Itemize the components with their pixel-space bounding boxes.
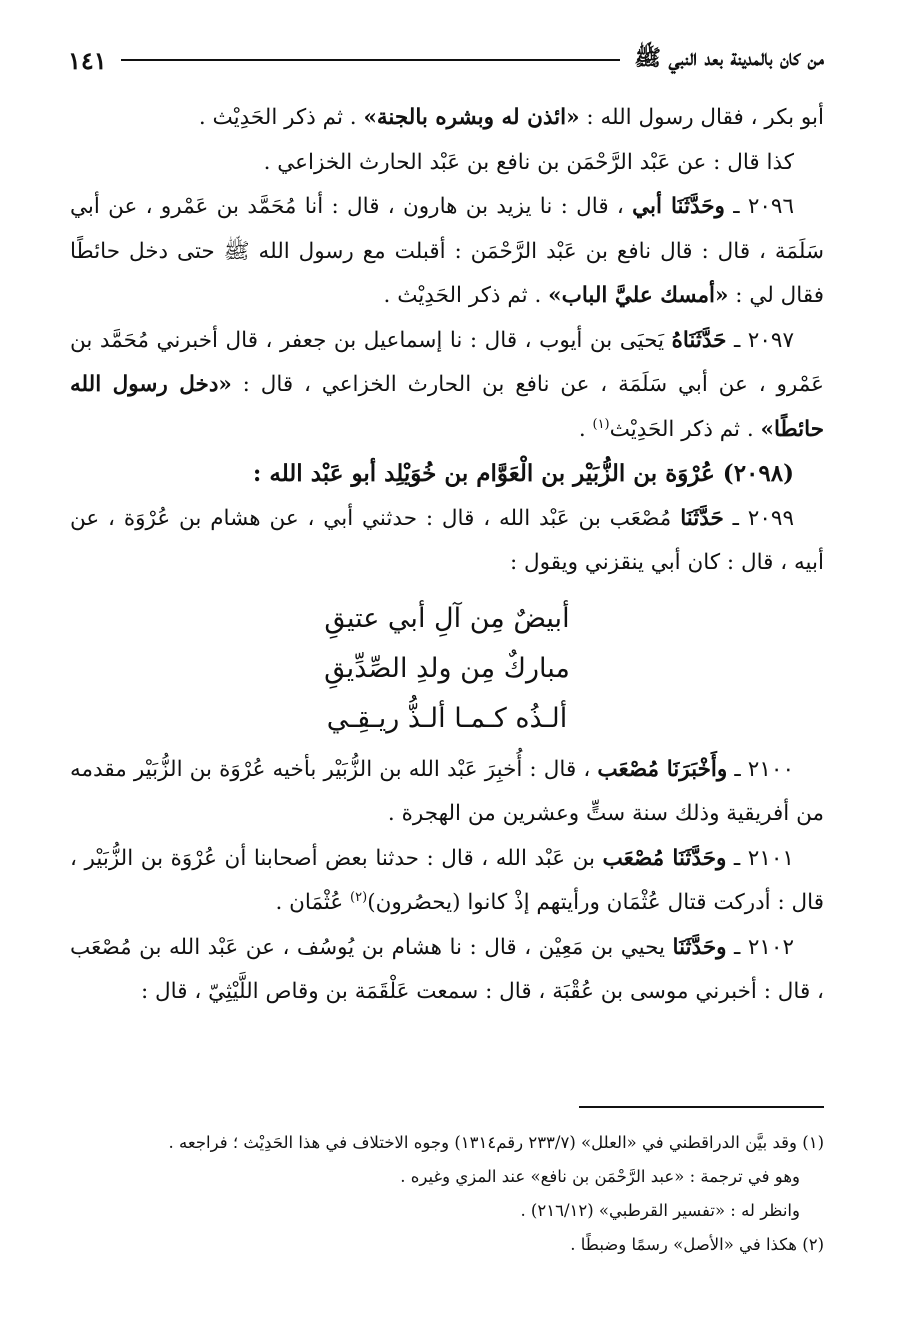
hadith-2096 [70, 185, 824, 319]
footnote-reference[interactable]: (١) [592, 416, 610, 432]
narration-keyword: وحَدَّثَنَا أبي [632, 194, 725, 219]
hadith-2101 [70, 837, 824, 926]
page-body [70, 96, 824, 1015]
text-run: ، قال : أُخبِرَ عَبْد الله بن الزُّبَيْر بأخيه عُرْوَة بن الزُّبَيْر مقدمه من أفريقية وذلك سنة ستٍّ وعشرين من الهجرة . [70, 756, 824, 826]
narration-keyword: وحَدَّثَنَا [672, 934, 727, 960]
text-run: . ثم ذكر الحَدِيْث . [383, 283, 549, 308]
text-run: ، قال : نا يزيد بن هارون ، قال : أنا مُحَمَّد بن عَمْرو ، عن أبي سَلَمَة ، قال : قال نافع بن عَبْد الرَّحْمَن : أقبلت مع رسول الله ﷺ حتى دخل حائطًا فقال لي : [70, 194, 824, 308]
page-header [68, 38, 824, 82]
hadith-number: ٢١٠١ ـ [726, 845, 794, 871]
prophetic-quote: «ائذن له وبشره بالجنة» [363, 105, 580, 130]
footnote-2: (٢) هكذا في «الأصل» رسمًا وضبطًا . [570, 1235, 824, 1254]
footnote-separator [579, 1106, 824, 1108]
text-run: . [578, 416, 593, 442]
footnote-reference[interactable]: (٢) [350, 889, 368, 905]
text-run: مُصْعَب بن عَبْد الله ، قال : حدثني أبي ، عن هشام بن عُرْوَة ، عن أبيه ، قال : كان أبي ينقزني ويقول : [70, 505, 824, 575]
narration-keyword: حَدَّثَنَا [680, 505, 724, 531]
text-run: بن عَبْد الله ، قال : حدثنا بعض أصحابنا أن عُرْوَة بن الزُّبَيْر ، قال : أدركت قتال عُثْمَان ورأيتهم إذْ كانوا (يحصُرون) [70, 845, 824, 915]
header-rule [121, 59, 621, 61]
poem-line: مباركٌ مِن ولدِ الصِّدِّيقِ [324, 652, 570, 684]
poem [70, 594, 824, 744]
hadith-number: ٢١٠٠ ـ [727, 756, 794, 782]
hadith-2102 [70, 926, 824, 1015]
hadith-number: ٢٠٩٦ ـ [724, 194, 795, 219]
footnote-1: (١) وقد بيَّن الدراقطني في «العلل» (٢٣٣/٧ رقم١٣١٤) وجوه الاختلاف في هذا الحَدِيْث ؛ فراجعه . [168, 1133, 824, 1152]
text-run: . ثم ذكر الحَدِيْث . [198, 105, 364, 130]
prophetic-quote: «أمسك عليَّ الباب» [548, 283, 729, 308]
text-run: . ثم ذكر الحَدِيْث [609, 416, 761, 442]
paragraph-note: كذا قال : عن عَبْد الرَّحْمَن بن نافع بن عَبْد الحارث الخزاعي . [263, 149, 794, 175]
narration-keyword: حَدَّثَنَاهُ [671, 327, 727, 353]
narration-keyword: وحَدَّثَنَا مُصْعَب [602, 845, 727, 871]
hadith-number: ٢٠٩٩ ـ [723, 505, 794, 531]
narration-keyword: وأَخْبَرَنَا مُصْعَب [597, 756, 728, 782]
text-run: يَحيَى بن أيوب ، قال : نا إسماعيل بن جعفر ، قال أخبرني مُحَمَّد بن عَمْرو ، عن أبي سَلَمَة ، عن نافع بن الحارث الخزاعي ، قال : [70, 327, 824, 397]
footnote-1-continued: وهو في ترجمة : «عبد الرَّحْمَن بن نافع» عند المزي وغيره . [400, 1167, 800, 1186]
text-run: يحيي بن مَعِيْن ، قال : نا هشام بن يُوسُف ، عن عَبْد الله بن مُصْعَب ، قال : أخبرني موسى بن عُقْبَة ، قال : سمعت عَلْقَمَة بن وقاص اللَّيْثِيّ ، قال : [70, 934, 824, 1004]
footnote-1-continued: وانظر له : «تفسير القرطبي» (٢١٦/١٢) . [520, 1201, 800, 1220]
paragraph-continuation [70, 96, 824, 141]
hadith-number: ٢١٠٢ ـ [726, 934, 795, 960]
poem-line: أبيضٌ مِن آلِ أبي عتيقِ [324, 602, 570, 634]
hadith-number: ٢٠٩٧ ـ [726, 327, 794, 353]
hadith-2097 [70, 319, 824, 453]
footnotes [70, 1126, 824, 1262]
running-head: من كان بالمدينة بعد النبي ﷺ [634, 45, 824, 71]
text-run: أبو بكر ، فقال رسول الله : [579, 105, 824, 130]
prophetic-quote: «دخل رسول الله حائطًا» [70, 372, 824, 442]
hadith-2100 [70, 748, 824, 837]
text-run: عُثْمَان . [275, 890, 351, 915]
biography-heading: (٢٠٩٨) عُرْوَة بن الزُّبَيْر بن الْعَوَّام بن خُوَيْلِد أبو عَبْد الله : [252, 460, 794, 487]
page-number: ١٤١ [68, 45, 107, 75]
poem-line: ألـذُه كـمـا ألـذُّ ريـقِـي [326, 702, 568, 734]
hadith-2099 [70, 497, 824, 586]
